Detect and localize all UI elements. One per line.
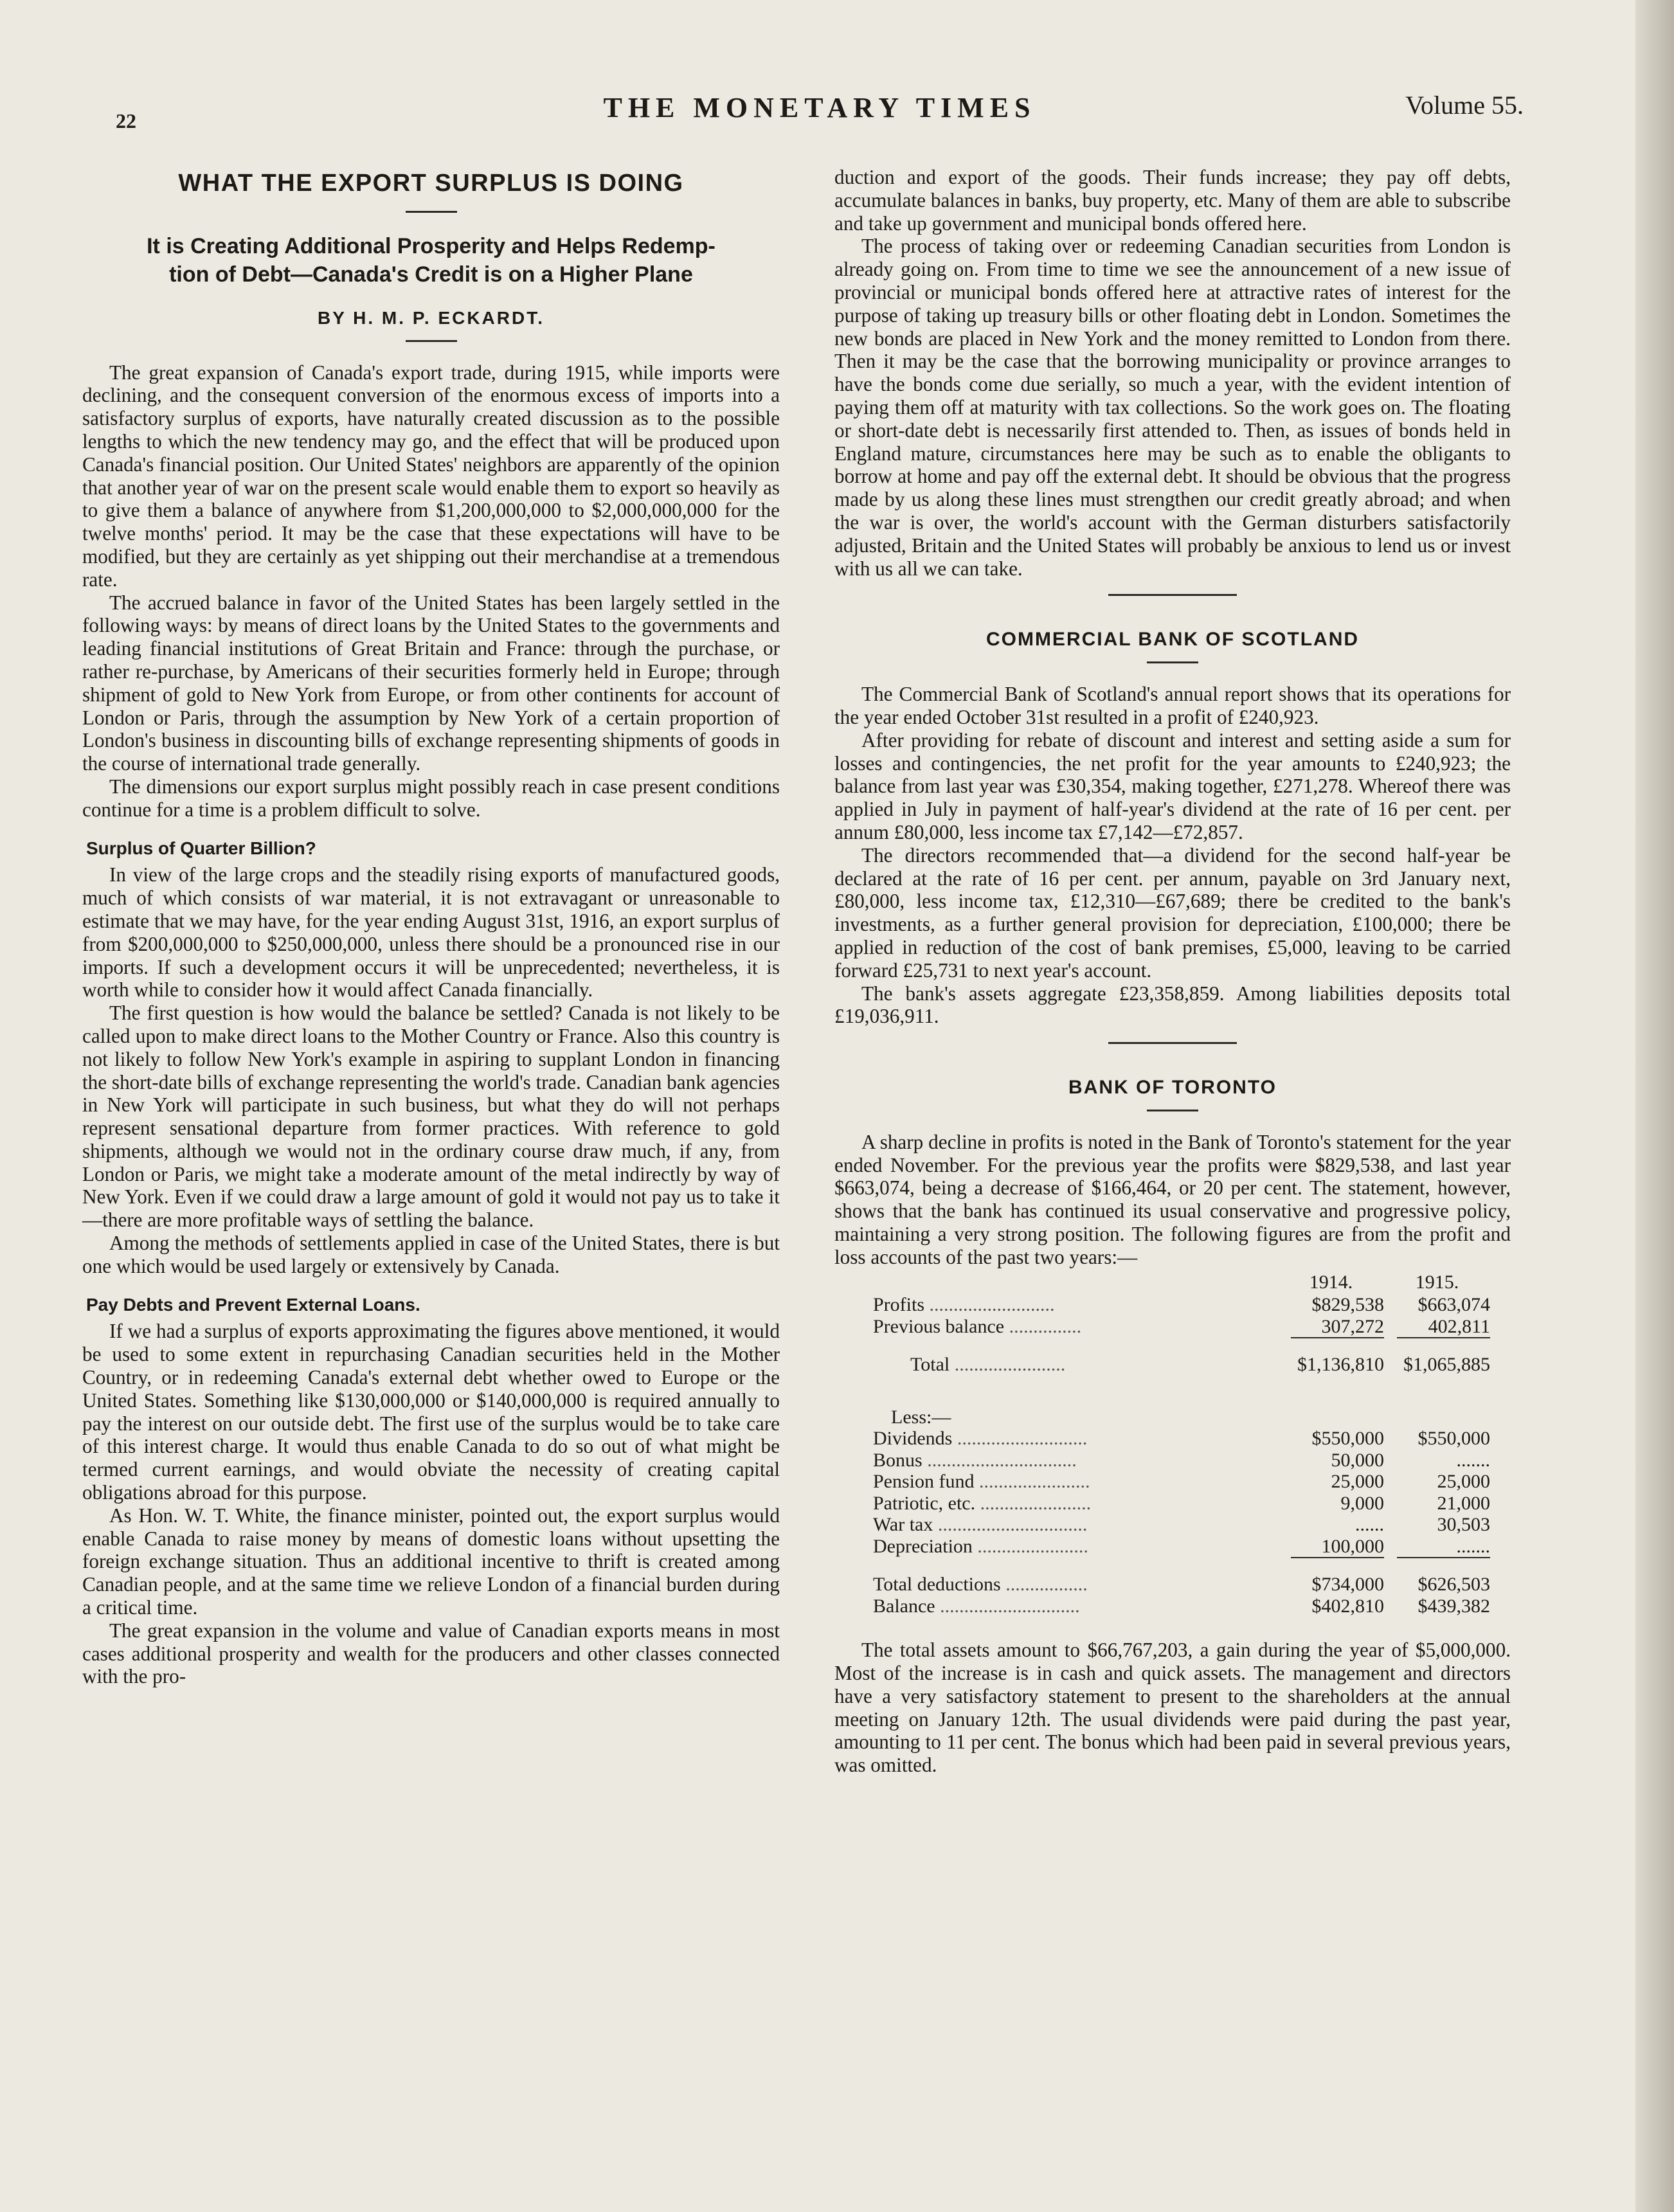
section-divider bbox=[1108, 594, 1237, 596]
value-1914: 100,000 bbox=[1321, 1535, 1384, 1557]
table-row: Total deductions ................. $734,000 $626,503 bbox=[873, 1574, 1490, 1596]
page-edge-shadow bbox=[1635, 0, 1674, 2212]
less-label: Less:— bbox=[891, 1406, 951, 1428]
section-heading: Surplus of Quarter Billion? bbox=[86, 838, 316, 858]
value-1914: $734,000 bbox=[1311, 1574, 1384, 1596]
value-1915: $663,074 bbox=[1418, 1294, 1490, 1316]
paragraph: After providing for rebate of discount and interest and setting aside a sum for losses and contingencies, the net profit for the year amounts to £240,923; the balance from last year was £30,354, making together, £271,278. Whereof there was applied in July in payment of half-year's dividend at the rate of 16 per cent. per annum £80,000, less income tax £7,142—£72,857. bbox=[834, 728, 1511, 843]
value-1915: 25,000 bbox=[1437, 1471, 1490, 1493]
running-head bbox=[116, 90, 1524, 135]
paragraph: If we had a surplus of exports approximating the figures above mentioned, it would be used to some extent in repurchasing Canadian securities held in the Mother Country, or in redeeming Canada's external debt whether owed to Europe or the United States. Something like $130,000,000 or $140,000,000 is required annually to pay the interest on our outside debt. The first use of the surplus would be to take care of this interest charge. It would thus enable Canada to do so out of what might be termed current earnings, and would obviate the necessity of creating capital obligations abroad for this purpose. bbox=[82, 1320, 780, 1504]
article-title: WHAT THE EXPORT SURPLUS IS DOING bbox=[178, 170, 684, 197]
profit-loss-table bbox=[873, 1272, 1490, 1617]
value-1914: $402,810 bbox=[1311, 1595, 1384, 1617]
value-1915: $626,503 bbox=[1418, 1574, 1490, 1596]
section-heading: Pay Debts and Prevent External Loans. bbox=[86, 1294, 420, 1315]
value-1914: $1,136,810 bbox=[1297, 1354, 1384, 1376]
volume-label: Volume 55. bbox=[1405, 91, 1524, 120]
subtitle-line-2: tion of Debt—Canada's Credit is on a Higher Plane bbox=[169, 262, 693, 287]
row-label: Dividends bbox=[873, 1428, 953, 1450]
value-1915: ....... bbox=[1456, 1535, 1490, 1557]
table-row: Bonus ............................... 50,000 ....... bbox=[873, 1449, 1490, 1471]
paragraph: Among the methods of settlements applied in case of the United States, there is but one which would be used largely or extensively by Canada. bbox=[82, 1232, 780, 1277]
right-column bbox=[834, 166, 1511, 1777]
paragraph: duction and export of the goods. Their funds increase; they pay off debts, accumulate balances in banks, buy property, etc. Many of them are able to subscribe and take up government and municipal bonds offered here. bbox=[834, 166, 1511, 235]
paragraph: The great expansion of Canada's export trade, during 1915, while imports were declining, and the consequent conversion of the enormous excess of imports into a satisfactory surplus of exports, have naturally created discussion as to the possible lengths to which the new tendency may go, and the effect that will be produced upon Canada's financial position. Our United States' neighbors are apparently of the opinion that another year of war on the present scale would enable them to export so heavily as to give them a balance of anywhere from $1,200,000,000 to $2,000,000,000 for the twelve months' period. It may be the case that these expectations will have to be modified, but they are certainly as yet shipping out their merchandise at a tremendous rate. bbox=[82, 361, 780, 591]
byline: BY H. M. P. ECKARDT. bbox=[317, 307, 544, 328]
value-1914: 9,000 bbox=[1340, 1492, 1384, 1514]
row-label: Total bbox=[910, 1354, 950, 1376]
row-label: Bonus bbox=[873, 1449, 923, 1471]
value-1915: 402,811 bbox=[1428, 1315, 1490, 1337]
value-1915: $550,000 bbox=[1418, 1428, 1490, 1450]
table-row bbox=[873, 1407, 1490, 1428]
table-row: Profits .......................... $829,538 $663,074 bbox=[873, 1294, 1490, 1316]
table-row: War tax ............................... ...... 30,503 bbox=[873, 1514, 1490, 1536]
paragraph: The first question is how would the balance be settled? Canada is not likely to be called upon to make direct loans to the Mother Country or France. Also this country is not likely to follow New York's example in aspiring to supplant London in financing the short-date bills of exchange representing the world's trade. Canadian bank agencies in New York will participate in such business, but what they do will not perhaps represent sensational departure from former practices. With reference to gold shipments, although we would not in the ordinary course draw much, if any, from London or Paris, we might take a moderate amount of the metal indirectly by way of New York. Even if we could draw a large amount of gold it would not pay us to take it—there are more profitable ways of settling the balance. bbox=[82, 1002, 780, 1232]
paragraph: The Commercial Bank of Scotland's annual report shows that its operations for the year ended October 31st resulted in a profit of £240,923. bbox=[834, 683, 1511, 728]
paragraph: The dimensions our export surplus might possibly reach in case present conditions continue for a time is a problem difficult to solve. bbox=[82, 775, 780, 821]
row-label: Pension fund bbox=[873, 1471, 975, 1493]
value-1915: 21,000 bbox=[1437, 1492, 1490, 1514]
value-1915: 30,503 bbox=[1437, 1514, 1490, 1536]
paragraph: The accrued balance in favor of the United States has been largely settled in the following ways: by means of direct loans by the United States to the governments and leading financial institutions of Great Britain and France: through the purchase, or rather re-purchase, by Americans of their securities formerly held in Europe; through shipment of gold to New York from Europe, or from other continents for account of London or Paris, through the assumption by New York of a certain proportion of London's business in discounting bills of exchange representing shipments of goods in the course of international trade generally. bbox=[82, 591, 780, 775]
value-1914: 50,000 bbox=[1331, 1449, 1384, 1471]
value-1915: $439,382 bbox=[1418, 1595, 1490, 1617]
paragraph: The directors recommended that—a dividend for the second half-year be declared at the rate of 16 per cent. per annum, payable on 3rd January next, £80,000, less income tax, £12,310—£67,689; there be credited to the bank's investments, as a further general provision for depreciation, £100,000; there be applied in reduction of the cost of bank premises, £5,000, leaving to be carried forward £25,731 to next year's account. bbox=[834, 843, 1511, 982]
row-label: Depreciation bbox=[873, 1535, 973, 1557]
table-row: Depreciation ....................... 100,000 ....... bbox=[873, 1535, 1490, 1557]
paragraph: In view of the large crops and the steadily rising exports of manufactured goods, much of which consists of war material, it is not extravagant or unreasonable to estimate that we may have, for the year ending August 31st, 1916, an export surplus of from $200,000,000 to $250,000,000, unless there should be a pronounced rise in our imports. If such a development occurs it will be unprecedented; nevertheless, it is worth while to consider how it would affect Canada financially. bbox=[82, 863, 780, 1002]
journal-title: THE MONETARY TIMES bbox=[603, 92, 1036, 123]
table-row: Balance ............................. $402,810 $439,382 bbox=[873, 1595, 1490, 1617]
section-divider bbox=[1108, 1042, 1237, 1044]
value-1914: $829,538 bbox=[1311, 1294, 1384, 1316]
table-row: Dividends ........................... $550,000 $550,000 bbox=[873, 1428, 1490, 1450]
row-label: Patriotic, etc. bbox=[873, 1492, 976, 1514]
byline-rule bbox=[406, 340, 457, 342]
row-label: Previous balance bbox=[873, 1315, 1005, 1337]
value-1915: ....... bbox=[1456, 1449, 1490, 1471]
row-label: Total deductions bbox=[873, 1574, 1001, 1596]
year-header: 1914. bbox=[1309, 1271, 1353, 1293]
bank-heading: COMMERCIAL BANK OF SCOTLAND bbox=[986, 629, 1360, 651]
value-1914: 25,000 bbox=[1331, 1471, 1384, 1493]
left-column bbox=[82, 166, 780, 1688]
page-number: 22 bbox=[116, 109, 136, 132]
row-label: Balance bbox=[873, 1595, 935, 1617]
title-rule bbox=[406, 211, 457, 213]
row-label: War tax bbox=[873, 1514, 933, 1536]
heading-rule bbox=[1147, 1110, 1198, 1111]
value-1914: $550,000 bbox=[1311, 1428, 1384, 1450]
paragraph: The total assets amount to $66,767,203, a gain during the year of $5,000,000. Most of the increase is in cash and quick assets. The management and directors have a very satisfactory statement to present to the shareholders at the annual meeting on January 12th. The usual dividends were paid during the past year, amounting to 11 per cent. The bonus which had been paid in several previous years, was omitted. bbox=[834, 1639, 1511, 1777]
subtitle-line-1: It is Creating Additional Prosperity and Helps Redemp- bbox=[147, 233, 716, 258]
table-row: Previous balance ............... 307,272 402,811 bbox=[873, 1315, 1490, 1337]
paragraph: The bank's assets aggregate £23,358,859. Among liabilities deposits total £19,036,911. bbox=[834, 982, 1511, 1028]
value-1914: 307,272 bbox=[1321, 1315, 1384, 1337]
paragraph: As Hon. W. T. White, the finance minister, pointed out, the export surplus would enable Canada to raise money by means of domestic loans without upsetting the foreign exchange situation. Thus an additional incentive to thrift is created among Canadian people, and at the same time we relieve London of a financial burden during a critical time. bbox=[82, 1504, 780, 1619]
value-1915: $1,065,885 bbox=[1403, 1354, 1490, 1376]
table-row-total: Total ....................... $1,136,810 $1,065,885 bbox=[910, 1354, 1490, 1376]
article-subtitle bbox=[82, 232, 780, 289]
table-row: Patriotic, etc. ....................... 9,000 21,000 bbox=[873, 1492, 1490, 1514]
paragraph: The process of taking over or redeeming Canadian securities from London is already going on. From time to time we see the announcement of a new issue of provincial or municipal bonds offered here at attractive rates of interest for the purpose of taking up treasury bills or other floating debt in London. Sometimes the new bonds are placed in New York and the money remitted to London from there. Then it may be the case that the borrowing municipality or province arranges to have the bonds come due serially, so much a year, with the evident intention of paying them off at maturity with tax collections. So the work goes on. The floating or short-date debt is necessarily first attended to. Then, as issues of bonds held in England mature, circumstances here may be such as to enable the obligants to borrow at home and pay off the external debt. It should be obvious that the progress made by us along these lines must strengthen our credit greatly abroad; and when the war is over, the world's account with the German disturbers satisfactorily adjusted, Britain and the United States will probably be anxious to lend us or invest with us all we can take. bbox=[834, 235, 1511, 580]
bank-heading: BANK OF TORONTO bbox=[1068, 1077, 1277, 1099]
paragraph: The great expansion in the volume and value of Canadian exports means in most cases additional prosperity and wealth for the producers and other classes connected with the pro- bbox=[82, 1619, 780, 1688]
table-row: Pension fund ....................... 25,000 25,000 bbox=[873, 1471, 1490, 1493]
value-1914: ...... bbox=[1354, 1514, 1384, 1536]
row-label: Profits bbox=[873, 1294, 925, 1316]
paragraph: A sharp decline in profits is noted in the Bank of Toronto's statement for the year ended November. For the previous year the profits were $829,538, and last year $663,074, being a decrease of $166,464, or 20 per cent. The statement, however, shows that the bank has continued its usual conservative and progressive policy, maintaining a very strong position. The following figures are from the profit and loss accounts of the past two years:— bbox=[834, 1130, 1511, 1268]
heading-rule bbox=[1147, 661, 1198, 663]
year-header: 1915. bbox=[1415, 1271, 1459, 1293]
